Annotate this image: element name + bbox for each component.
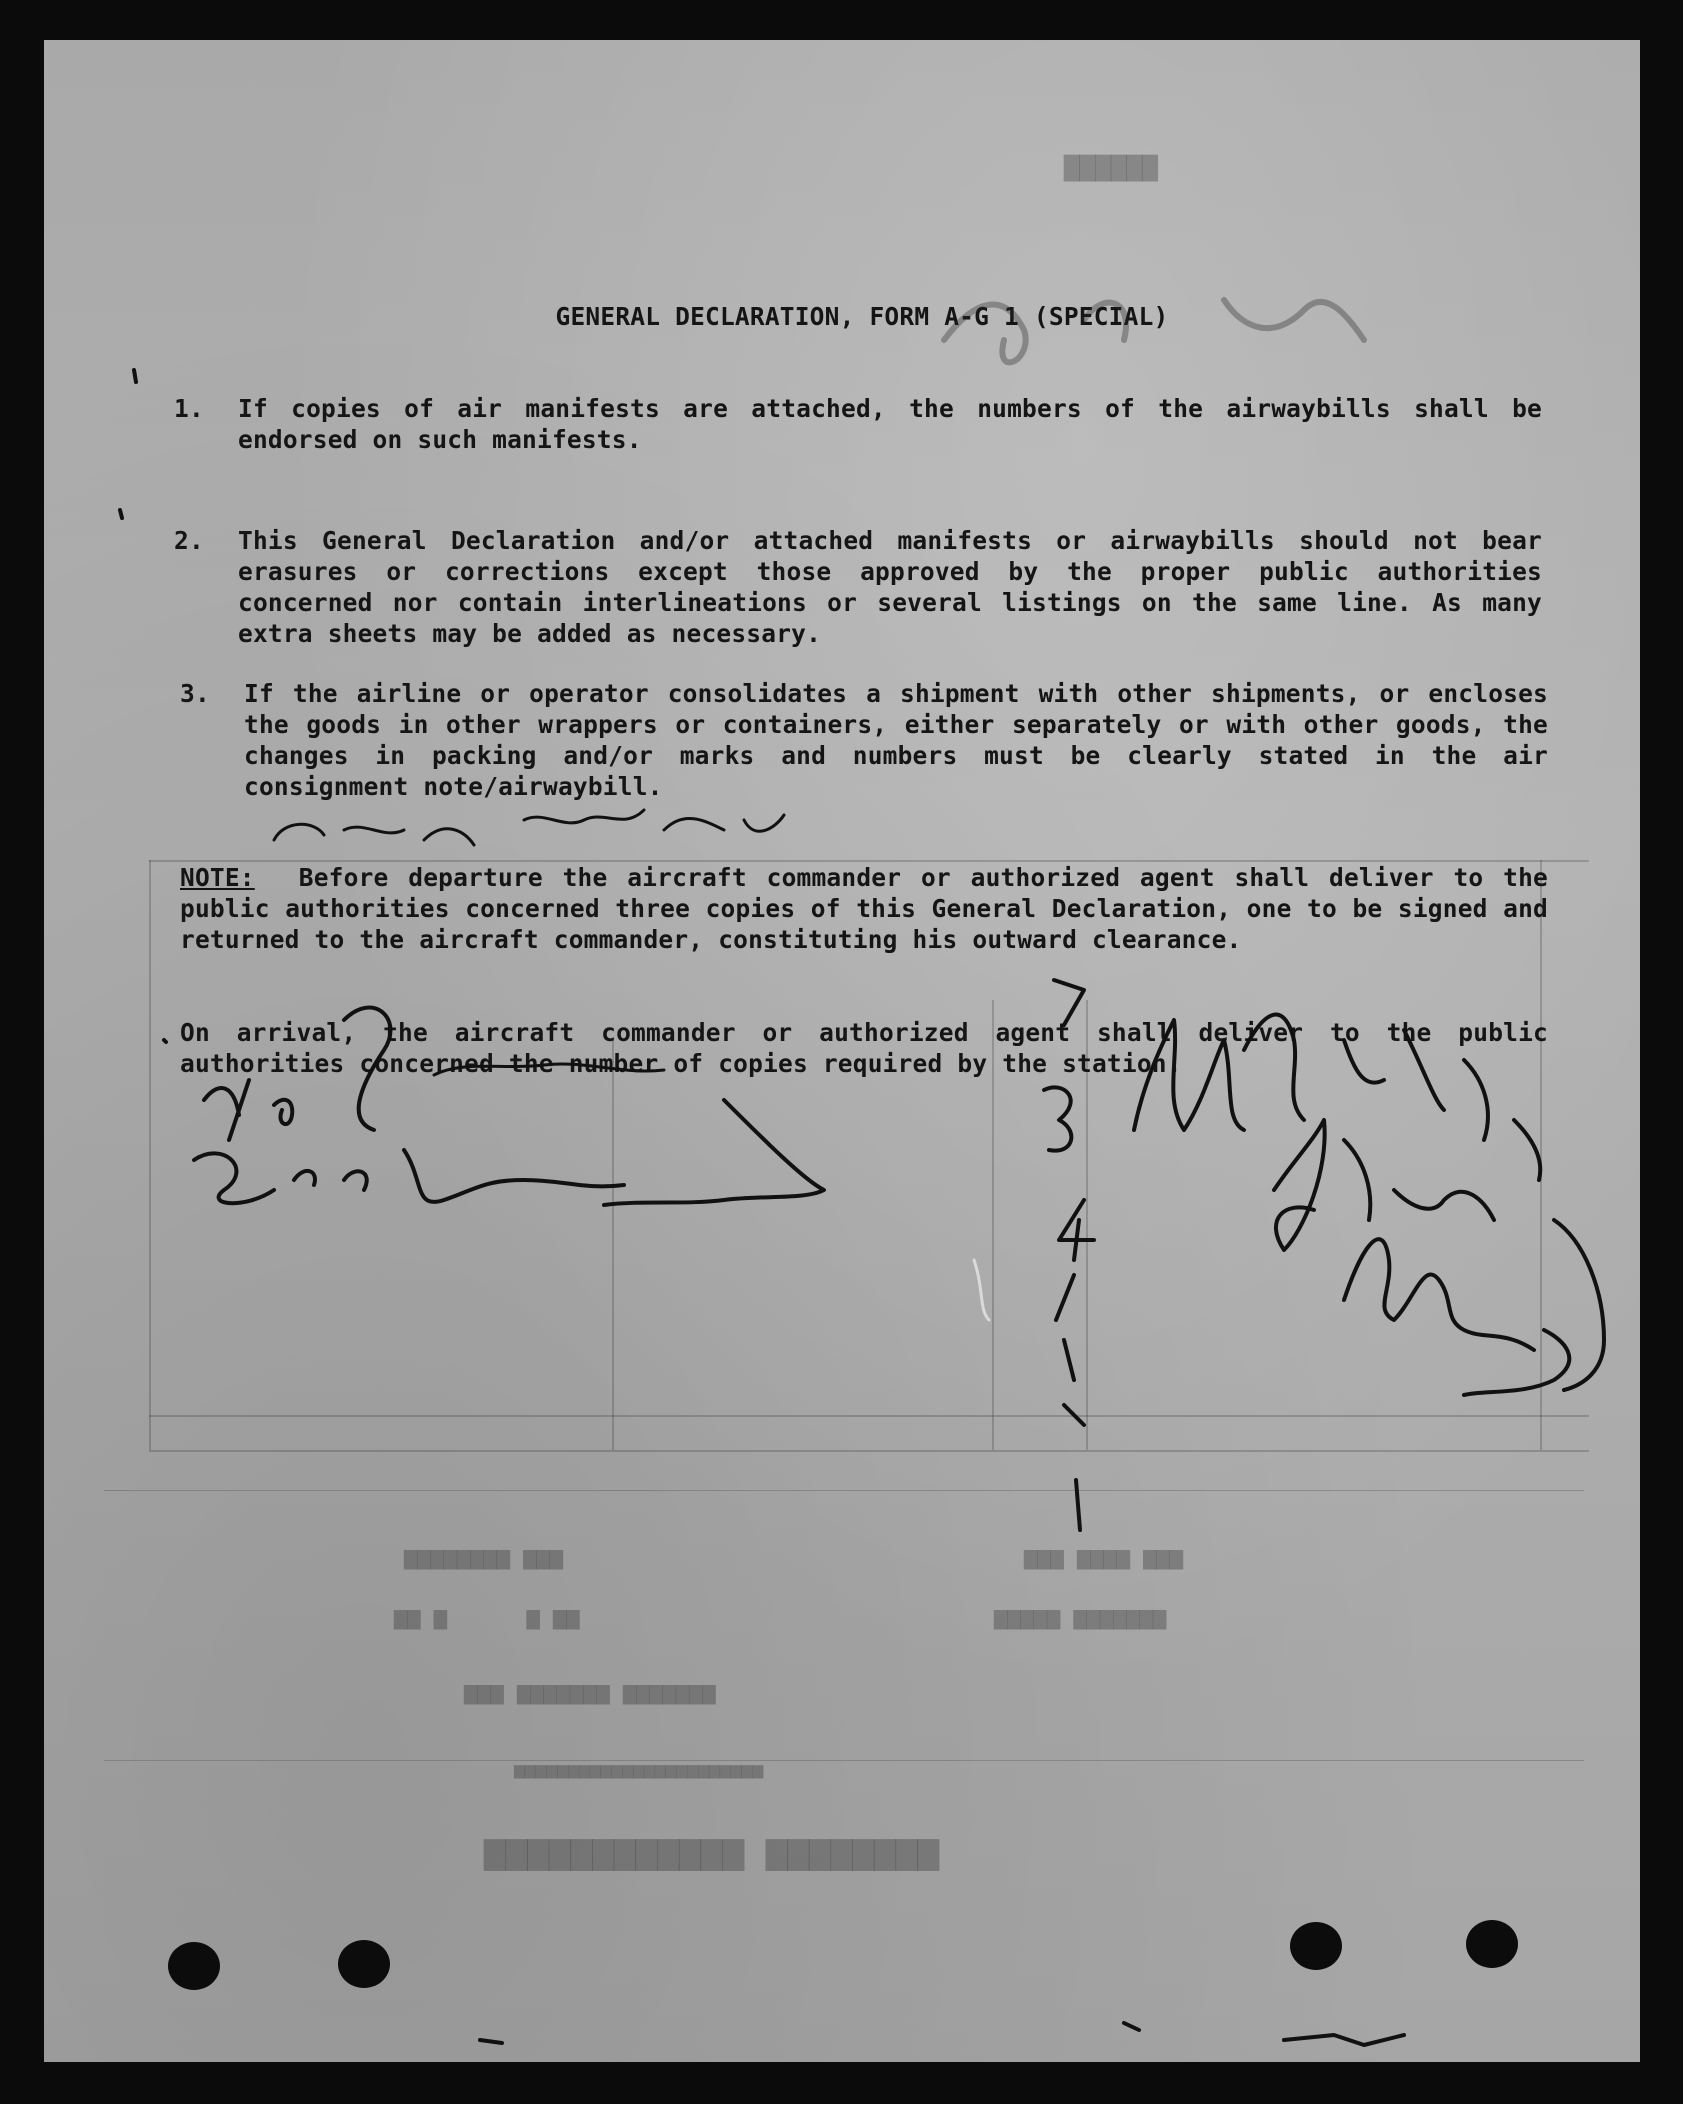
note-label: NOTE:: [180, 863, 255, 892]
punch-hole: [1466, 1920, 1518, 1968]
item-text: This General Declaration and/or attached manifests or airwaybills should not bear erasures or corrections except those approved by the proper public authorities concerned nor contain interlineations or several listings on the same line. As many extra sheets may be added as necessary.: [238, 526, 1542, 648]
punch-hole: [1290, 1922, 1342, 1970]
item-number: 1.: [174, 394, 204, 423]
bleedthrough-text: ▅▅▅▅▅▅▅▅▅▅▅▅▅▅▅▅▅▅▅▅▅▅▅: [514, 1758, 764, 1779]
item-text: If copies of air manifests are attached, the numbers of the airwaybills shall be endorsed on such manifests.: [238, 394, 1542, 454]
item-number: 2.: [174, 526, 204, 555]
document-page: [44, 40, 1640, 2062]
bleedthrough-rule: [104, 1760, 1584, 1761]
bleedthrough-rule: [149, 860, 151, 1450]
bleedthrough-rule: [149, 1450, 1589, 1452]
bleedthrough-rule: [104, 1490, 1584, 1491]
bleedthrough-text: ▇▇▇▇▇▇: [1064, 152, 1158, 182]
note-paragraph: [180, 862, 1548, 955]
punch-hole: [338, 1940, 390, 1988]
arrival-paragraph: On arrival, the aircraft commander or authorized agent shall deliver to the public authorities concerned the number of copies required by the station.: [180, 1018, 1548, 1078]
bleedthrough-rule: [149, 1415, 1589, 1417]
item-number: 3.: [180, 679, 210, 708]
bleedthrough-text: ▆▆▆▆▆▆▆ ▆▆▆▆▆▆▆ ▆▆▆: [464, 1680, 716, 1705]
bleedthrough-text: ▆▆▆ ▆▆▆▆▆▆▆▆: [404, 1545, 563, 1570]
bleedthrough-text: ▆▆▆ ▆▆▆▆ ▆▆▆: [1024, 1545, 1183, 1570]
bleedthrough-text: ▆▆▆▆▆▆▆ ▆▆▆▆▆: [994, 1605, 1167, 1630]
bleedthrough-text: ▆▆ ▆ ▆ ▆▆: [394, 1605, 580, 1630]
punch-hole: [168, 1942, 220, 1990]
bleedthrough-text: ▆▆▆▆▆▆▆▆ ▆▆▆▆▆▆▆▆▆▆▆▆: [484, 1830, 940, 1871]
note-text: Before departure the aircraft commander or authorized agent shall deliver to the public authorities concerned three copies of this General Declaration, one to be signed and returned to the aircraft commander, constituting his outward clearance.: [180, 863, 1548, 954]
bleedthrough-rule: [612, 1040, 614, 1450]
item-text: If the airline or operator consolidates a shipment with other shipments, or encloses the goods in other wrappers or containers, either separately or with other goods, the changes in packing and/or marks and numbers must be clearly stated in the air consignment note/airwaybill.: [244, 679, 1548, 801]
document-title: GENERAL DECLARATION, FORM A-G 1 (SPECIAL): [555, 302, 1169, 331]
